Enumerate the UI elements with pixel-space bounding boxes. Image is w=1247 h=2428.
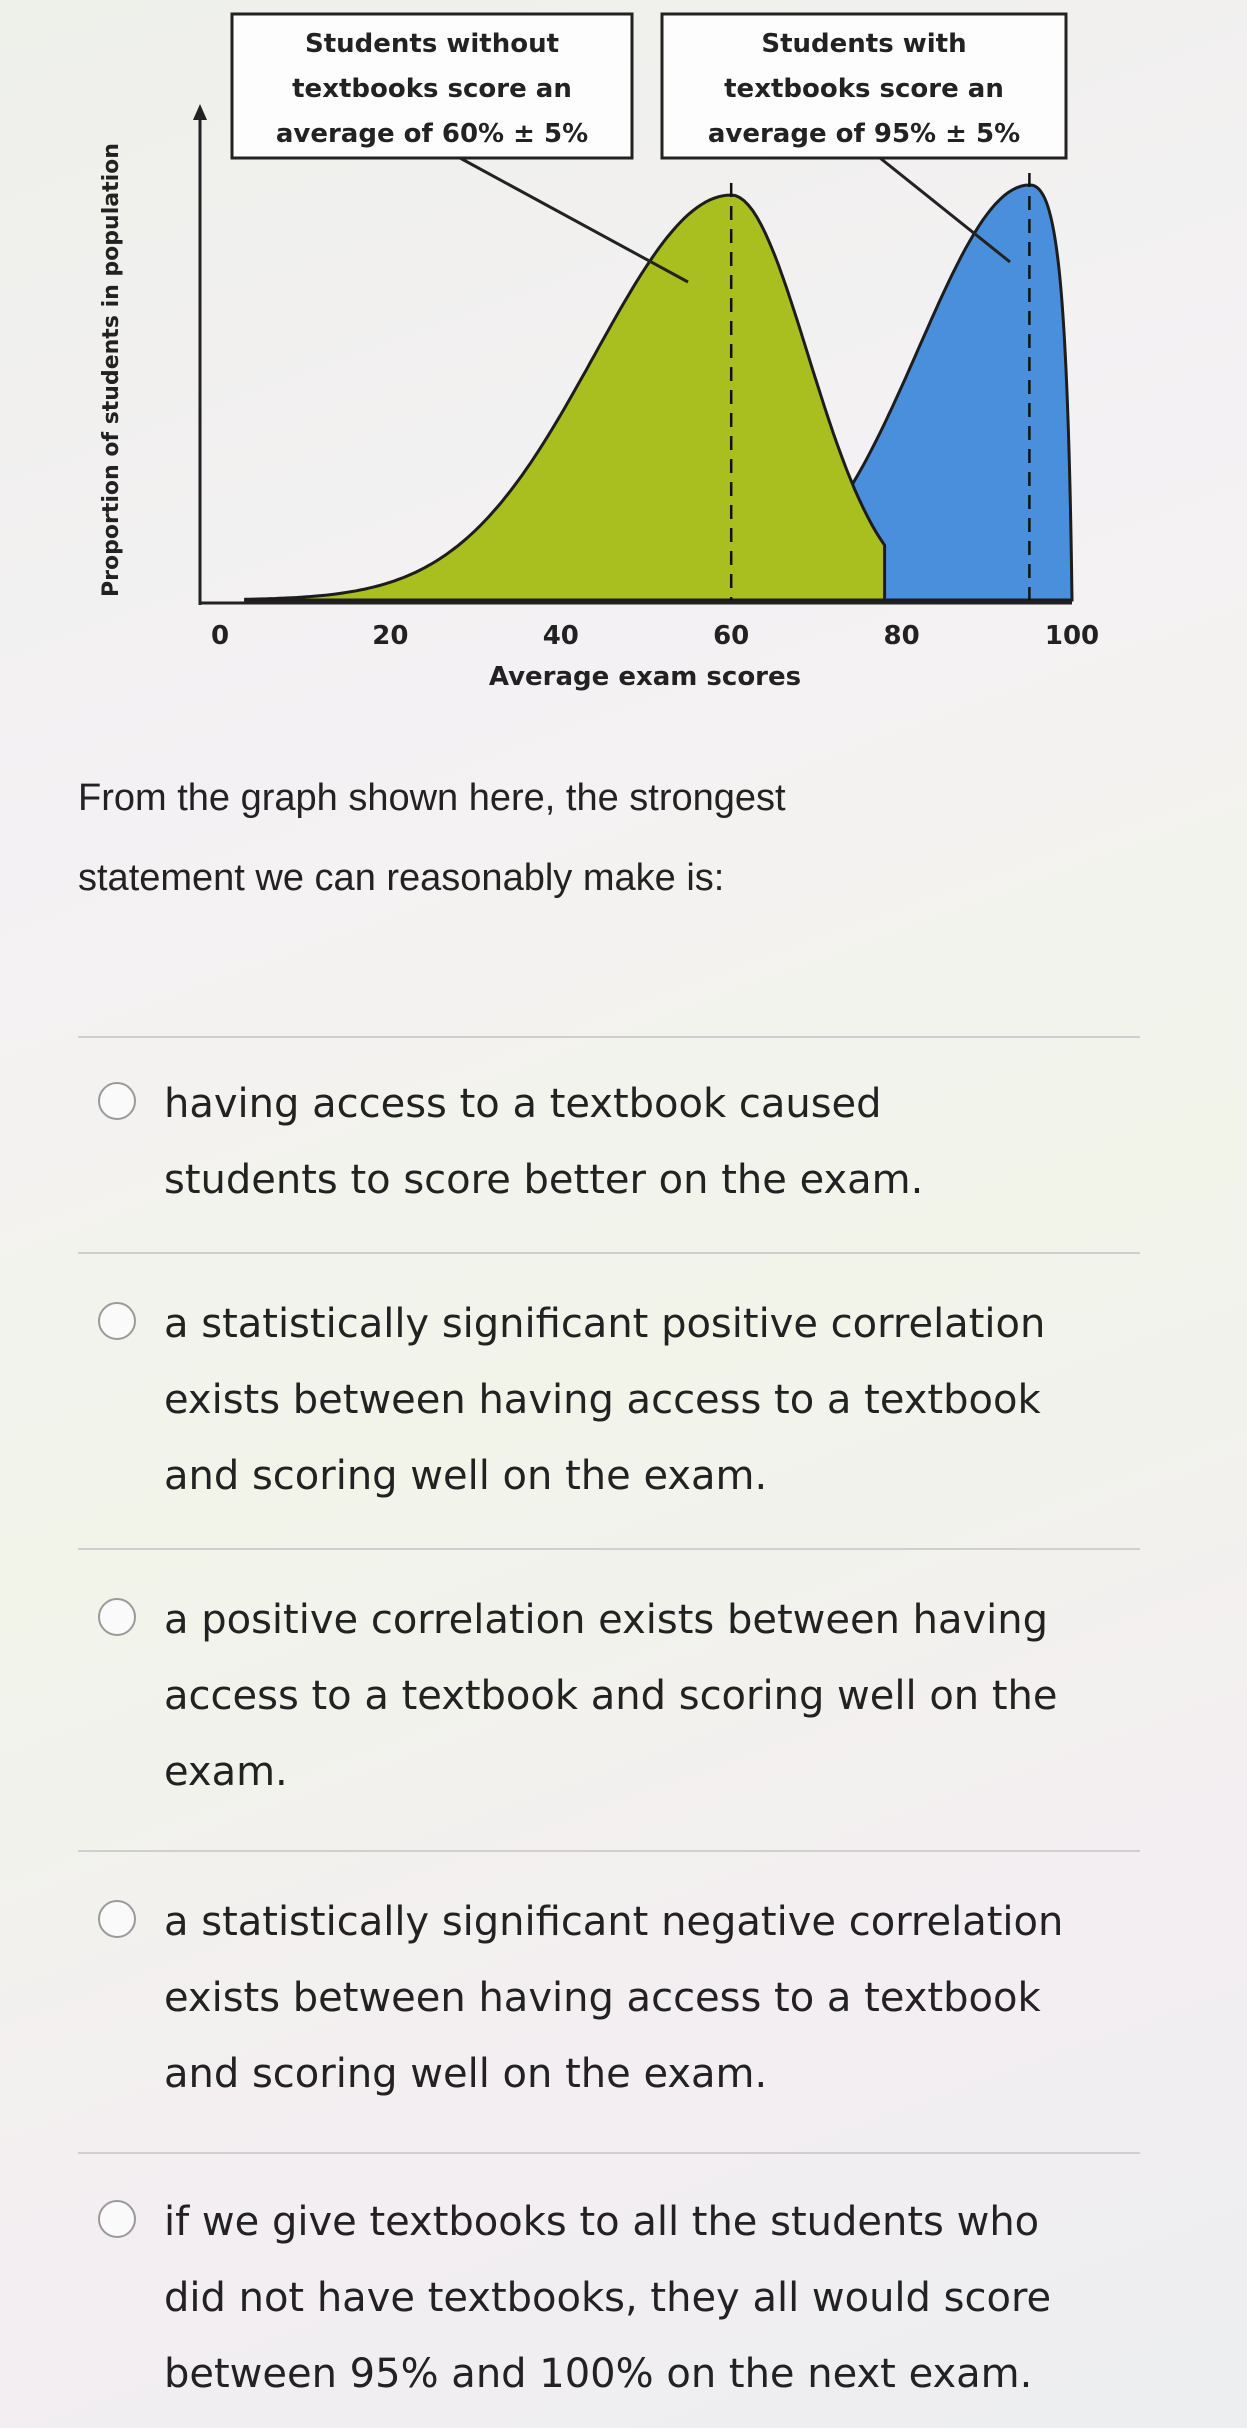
y-axis-arrow [193, 104, 207, 120]
answer-option-text: a positive correlation exists between having access to a textbook and scoring well on the exam. [164, 1597, 1058, 1795]
annotation-text: textbooks score an [292, 74, 572, 104]
question-line-1: From the graph shown here, the strongest [78, 777, 786, 819]
chart-curves [246, 173, 1072, 600]
annotation-text: textbooks score an [724, 74, 1004, 104]
x-tick-label: 100 [1044, 621, 1100, 651]
divider [78, 2152, 1140, 2154]
divider [78, 1548, 1140, 1550]
radio-button[interactable] [98, 1598, 136, 1636]
divider [78, 1252, 1140, 1254]
x-tick-labels [211, 621, 1099, 651]
radio-button[interactable] [98, 1082, 136, 1120]
x-tick-label: 0 [210, 621, 230, 651]
answer-option-2[interactable] [98, 1286, 1158, 1514]
question-line-2: statement we can reasonably make is: [78, 857, 725, 899]
x-tick-label: 20 [372, 621, 409, 651]
answer-option-text: a statistically signiﬁcant negative correlation exists between having access to a textbook and scoring well on the exam. [164, 1899, 1064, 2097]
answer-option-4[interactable] [98, 1884, 1158, 2112]
radio-button[interactable] [98, 2200, 136, 2238]
annotation-text: Students without [304, 29, 560, 59]
x-axis-label: Average exam scores [488, 662, 802, 692]
distribution-chart [0, 0, 1247, 720]
chart-annotations [232, 14, 1066, 282]
x-tick-label: 80 [883, 621, 920, 651]
answer-option-1[interactable] [98, 1066, 1158, 1218]
answer-option-text: having access to a textbook caused students to score better on the exam. [164, 1081, 924, 1203]
answer-option-text: if we give textbooks to all the students who did not have textbooks, they all would score between 95% and 100% on the next exam. [164, 2199, 1052, 2397]
annotation-pointer [460, 158, 688, 282]
divider [78, 1850, 1140, 1852]
y-axis-label: Proportion of students in population [99, 143, 124, 597]
annotation-text: average of 60% ± 5% [275, 119, 589, 149]
x-tick-label: 40 [542, 621, 579, 651]
question-text [78, 758, 1178, 918]
answer-option-5[interactable] [98, 2184, 1158, 2412]
answer-option-text: a statistically signiﬁcant positive correlation exists between having access to a textbook and scoring well on the exam. [164, 1301, 1046, 1499]
annotation-text: Students with [761, 29, 967, 59]
annotation-text: average of 95% ± 5% [707, 119, 1021, 149]
x-tick-label: 60 [713, 621, 750, 651]
radio-button[interactable] [98, 1900, 136, 1938]
radio-button[interactable] [98, 1302, 136, 1340]
without-textbooks-curve [246, 195, 885, 600]
divider [78, 1036, 1140, 1038]
answer-option-3[interactable] [98, 1582, 1158, 1810]
